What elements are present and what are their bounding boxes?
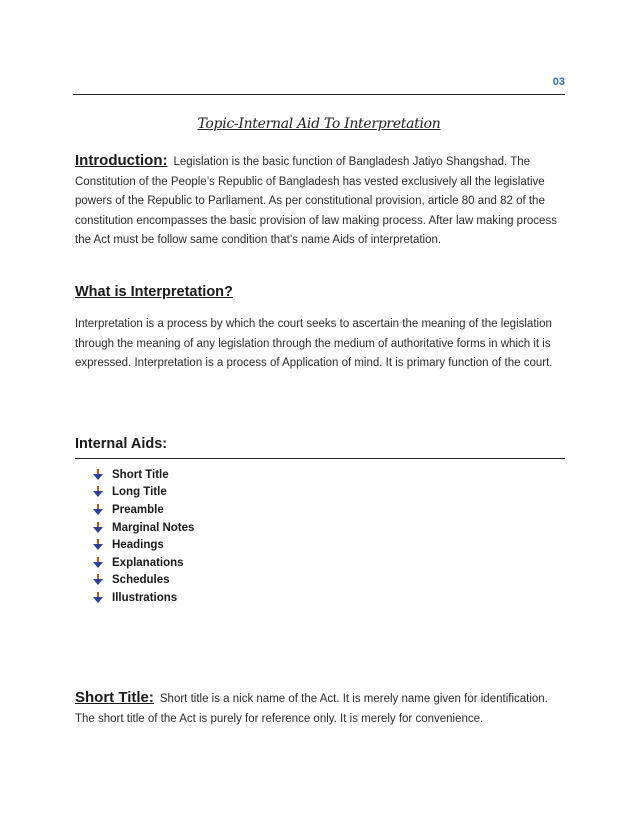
arrow-down-bullet-icon: [92, 574, 104, 586]
short-title-section: [75, 688, 565, 729]
list-item: Illustrations: [92, 589, 194, 607]
list-item: Marginal Notes: [92, 519, 194, 537]
introduction-heading: Introduction:: [75, 152, 168, 169]
page-number: 03: [552, 76, 565, 88]
interpretation-heading-text: What is Interpretation?: [75, 284, 233, 300]
arrow-down-bullet-icon: [92, 522, 104, 534]
header-rule: [73, 94, 565, 95]
list-item: Headings: [92, 536, 194, 554]
list-item: Schedules: [92, 572, 194, 590]
short-title-text: Short title is a nick name of the Act. It is merely name given for identification. The short title of the Act is purely for reference only. It is merely for convenience.: [75, 693, 548, 725]
list-item: Explanations: [92, 554, 194, 572]
short-title-heading: Short Title:: [75, 689, 154, 706]
arrow-down-bullet-icon: [92, 486, 104, 498]
interpretation-heading: [75, 284, 233, 300]
list-item: Preamble: [92, 501, 194, 519]
document-title: Topic-Internal Aid To Interpretation: [197, 116, 441, 132]
arrow-down-bullet-icon: [92, 557, 104, 569]
internal-aids-rule: [75, 458, 565, 459]
arrow-down-bullet-icon: [92, 504, 104, 516]
arrow-down-bullet-icon: [92, 592, 104, 604]
interpretation-text: Interpretation is a process by which the court seeks to ascertain the meaning of the legislation through the meaning of any legislation through the medium of authoritative forms in which it is expressed. Interpretation is a process of Application of mind. It is primary function of the court.: [75, 318, 553, 369]
internal-aids-heading: Internal Aids:: [75, 436, 168, 452]
arrow-down-bullet-icon: [92, 469, 104, 481]
introduction-text: Legislation is the basic function of Bangladesh Jatiyo Shangshad. The Constitution of the People’s Republic of Bangladesh has vested exclusively all the legislative powers of the Republic to Parliament. As per constitutional provision, article 80 and 82 of the constitution encompasses the basic provision of law making process. After law making process the Act must be follow same condition that’s name Aids of interpretation.: [75, 156, 557, 246]
arrow-down-bullet-icon: [92, 539, 104, 551]
list-item: Short Title: [92, 466, 194, 484]
list-item: Long Title: [92, 484, 194, 502]
internal-aids-list: [92, 466, 194, 607]
introduction-section: [75, 151, 565, 251]
